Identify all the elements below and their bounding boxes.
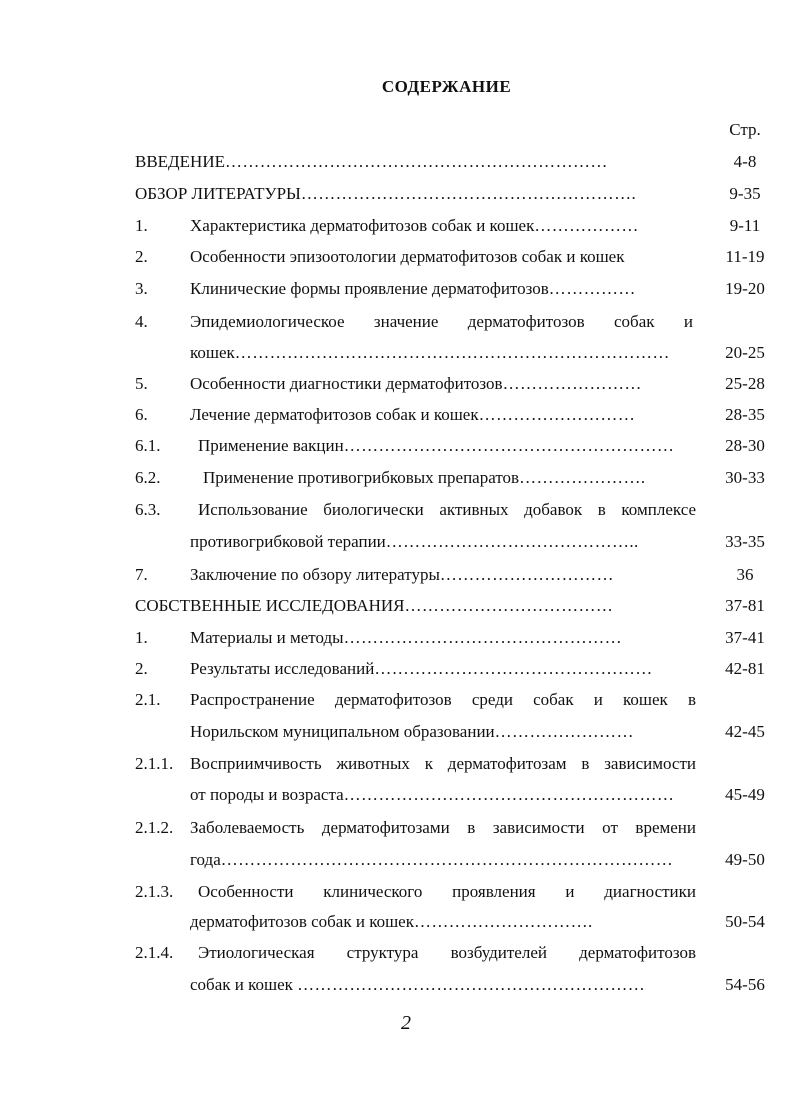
toc-entry <box>0 341 798 365</box>
toc-entry-text: дерматофитозов собак и кошек…………………………. <box>190 912 593 931</box>
page-title: СОДЕРЖАНИЕ <box>381 77 512 96</box>
toc-entry <box>0 910 798 934</box>
toc-entry-number: 2. <box>135 247 148 266</box>
toc-entry-text: Восприимчивость животных к дерматофитозам в зависимости <box>190 754 696 773</box>
toc-entry-number: 2.1.1. <box>135 754 174 773</box>
toc-entry-text: Лечение дерматофитозов собак и кошек……………………… <box>190 405 636 424</box>
toc-entry-pages: 28-30 <box>725 436 765 455</box>
toc-entry <box>0 466 798 490</box>
toc-entry-pages: 49-50 <box>725 850 765 869</box>
toc-entry-pages: 19-20 <box>725 279 765 298</box>
toc-entry-text: противогрибковой терапии…………………………………….. <box>190 532 639 551</box>
toc-entry <box>0 941 798 965</box>
toc-entry-text: Применение вакцин………………………………………………… <box>198 436 675 455</box>
toc-entry-text: Норильском муниципальном образовании…………………… <box>190 722 634 741</box>
toc-entry <box>0 563 798 587</box>
toc-entry-number: 2.1.2. <box>135 818 174 837</box>
toc-entry-text: Заболеваемость дерматофитозами в зависимости от времени <box>190 818 696 837</box>
toc-entry <box>0 182 798 206</box>
toc-entry <box>0 973 798 997</box>
toc-entry <box>0 530 798 554</box>
toc-entry-text: Клинические формы проявление дерматофитозов…………… <box>190 279 636 298</box>
toc-entry-number: 2.1.4. <box>135 943 174 962</box>
toc-entry-pages: 45-49 <box>725 785 765 804</box>
toc-entry-pages: 42-81 <box>725 659 765 678</box>
toc-entry-text: Распространение дерматофитозов среди собак и кошек в <box>190 690 696 709</box>
toc-entry-text: Результаты исследований………………………………………… <box>190 659 653 678</box>
toc-entry-pages: 30-33 <box>725 468 765 487</box>
toc-entry <box>0 626 798 650</box>
toc-entry-number: 2.1.3. <box>135 882 174 901</box>
toc-entry-number: 2. <box>135 659 148 678</box>
toc-entry-number: 5. <box>135 374 148 393</box>
toc-entry <box>0 310 798 334</box>
toc-entry-text: Особенности клинического проявления и диагностики <box>198 882 696 901</box>
toc-entry <box>0 816 798 840</box>
toc-entry-text: ОБЗОР ЛИТЕРАТУРЫ…………………………………………………. <box>135 184 637 203</box>
toc-entry-pages: 25-28 <box>725 374 765 393</box>
toc-entry <box>0 880 798 904</box>
toc-entry <box>0 434 798 458</box>
toc-entry <box>0 245 798 269</box>
toc-entry-pages: 4-8 <box>733 152 757 171</box>
toc-entry <box>0 688 798 712</box>
toc-entry-pages: 28-35 <box>725 405 765 424</box>
toc-entry-pages: 37-41 <box>725 628 765 647</box>
toc-entry <box>0 214 798 238</box>
toc-entry-pages: 37-81 <box>725 596 765 615</box>
toc-entry-pages: 42-45 <box>725 722 765 741</box>
toc-entry-text: собак и кошек …………………………………………………… <box>190 975 646 994</box>
toc-entry-text: Характеристика дерматофитозов собак и кошек……………… <box>190 216 639 235</box>
toc-entry-number: 2.1. <box>135 690 161 709</box>
toc-entry-pages: 54-56 <box>725 975 765 994</box>
toc-entry-pages: 33-35 <box>725 532 765 551</box>
toc-entry <box>0 752 798 776</box>
toc-entry-number: 1. <box>135 628 148 647</box>
toc-entry-text: Использование биологически активных добавок в комплексе <box>198 500 696 519</box>
toc-entry-text: года…………………………………………………………………… <box>190 850 674 869</box>
toc-entry <box>0 277 798 301</box>
toc-entry-text: от породы и возраста………………………………………………… <box>190 785 675 804</box>
toc-entry-text: Особенности эпизоотологии дерматофитозов собак и кошек <box>190 247 625 266</box>
toc-entry-pages: 50-54 <box>725 912 765 931</box>
toc-entry-number: 6. <box>135 405 148 424</box>
toc-entry <box>0 783 798 807</box>
toc-entry-pages: 20-25 <box>725 343 765 362</box>
pages-column-header: Стр. <box>729 120 761 139</box>
toc-entry <box>0 403 798 427</box>
toc-entry-text: Эпидемиологическое значение дерматофитозов собак и <box>190 312 693 331</box>
toc-entry-text: Материалы и методы………………………………………… <box>190 628 622 647</box>
toc-entry <box>0 720 798 744</box>
toc-entry <box>0 150 798 174</box>
toc-entry-number: 3. <box>135 279 148 298</box>
toc-entry-text: Применение противогрибковых препаратов…………………. <box>203 468 646 487</box>
toc-entry-text: кошек………………………………………………………………… <box>190 343 670 362</box>
toc-entry-number: 1. <box>135 216 148 235</box>
toc-entry-number: 6.2. <box>135 468 161 487</box>
toc-entry <box>0 657 798 681</box>
toc-entry-text: ВВЕДЕНИЕ………………………………………………………… <box>135 152 608 171</box>
toc-entry-pages: 36 <box>736 565 754 584</box>
toc-entry-text: Этиологическая структура возбудителей дерматофитозов <box>198 943 696 962</box>
toc-entry-text: СОБСТВЕННЫЕ ИССЛЕДОВАНИЯ……………………………… <box>135 596 614 615</box>
toc-entry-number: 7. <box>135 565 148 584</box>
toc-entry-pages: 9-11 <box>729 216 761 235</box>
toc-entry-pages: 9-35 <box>729 184 761 203</box>
toc-entry-text: Заключение по обзору литературы………………………… <box>190 565 614 584</box>
toc-entry <box>0 372 798 396</box>
toc-entry-pages: 11-19 <box>725 247 765 266</box>
toc-entry-number: 6.3. <box>135 500 161 519</box>
toc-entry <box>0 848 798 872</box>
toc-entry-number: 6.1. <box>135 436 161 455</box>
toc-entry <box>0 594 798 618</box>
toc-entry <box>0 498 798 522</box>
toc-entry-text: Особенности диагностики дерматофитозов…………………… <box>190 374 642 393</box>
page-number: 2 <box>401 1012 411 1034</box>
toc-entry-number: 4. <box>135 312 148 331</box>
